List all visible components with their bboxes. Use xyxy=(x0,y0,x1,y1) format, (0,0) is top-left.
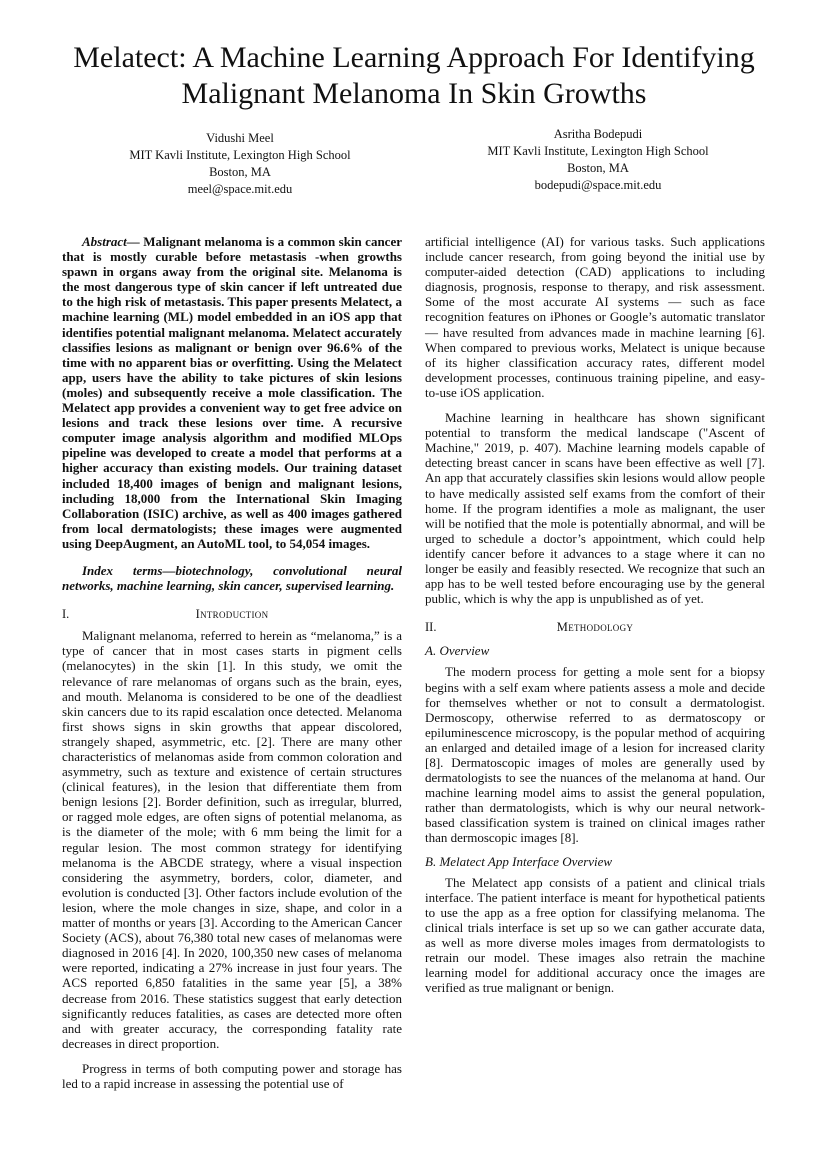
intro-paragraph-2-continued: artificial intelligence (AI) for various tasks. Such applications include cancer research, from going beyond the initial use by computer-aided detection (CAD) applications to including diagnosis, prognosis, response to therapy, and risk assessment. Some of the most accurate AI systems — such as face recognition features on iPhones or Google’s automatic translator — have resulted from advances made in machine learning [6]. When compared to previous works, Melatect is unique because of its higher classification accuracy rates, different model development processes, continuous training pipeline, and easy-to-use iOS application. xyxy=(425,234,765,400)
abstract-label: Abstract— xyxy=(82,234,140,249)
paper-title xyxy=(40,40,788,112)
section-number: II. xyxy=(425,620,437,635)
author-block-1 xyxy=(80,130,400,198)
intro-paragraph-1: Malignant melanoma, referred to herein as “melanoma,” is a type of cancer that in most cases starts in pigment cells (melanocytes) in the skin [1]. In this study, we omit the relevance of rare melanomas of organs such as the brain, eyes, and mouth. Melanoma is considered to be one of the deadliest skin cancers due to its rapid escalation once detected. Melanoma first shows signs in skin growths that appear discolored, strangely shaped, asymmetric, etc. [2]. There are many other characteristics of melanomas aside from common coloration and asymmetry, such as texture and existence of certain structures (clinical features), in the lesion that differentiate them from benign lesions [2]. Border definition, such as irregular, blurred, or ragged mole edges, are often signs of potential melanoma, as is the diameter of the mole; with 6 mm being the limit for a regular lesion. The most common strategy for identifying melanoma is the ABCDE strategy, where a visual inspection considering the asymmetry, borders, color, diameter, and evolution is conducted [3]. Other factors include evolution of the lesion, where the mole changes in size, shape, and color in a matter of months or years [3]. According to the American Cancer Society (ACS), about 76,380 total new cases of melanomas were diagnosed in 2016 [4]. In 2020, 100,350 new cases of melanoma were reported, indicating a 27% increase in just four years. The ACS reported 6,850 fatalities in the same year [5], a 38% decrease from 2016. These statistics suggest that early detection significantly reduces fatalities, as cases are detected more often and with greater accuracy, the corresponding fatality rate decreases in direct proportion. xyxy=(62,628,402,1051)
methodology-paragraph-2: The Melatect app consists of a patient and clinical trials interface. The patient interface is meant for hypothetical patients to use the app as a free option for classifying melanoma. The clinical trials interface is set up so we can gather accurate data, as well as more diverse moles images from dermatologists to retrain our model. These images also retrain the machine learning model for additional accuracy once the images are verified as true malignant or benign. xyxy=(425,874,765,996)
section-heading-introduction xyxy=(62,607,402,622)
title-line-2: Malignant Melanoma In Skin Growths xyxy=(181,77,647,110)
section-number: I. xyxy=(62,607,70,622)
section-title: Introduction xyxy=(195,607,269,622)
intro-paragraph-3: Machine learning in healthcare has shown significant potential to transform the medical landscape ("Ascent of Machine," 2019, p. 407). Machine learning models capable of detecting breast cancer in scans have been effective as well [7]. An app that accurately classifies skin lesions would allow people to have medically assisted self exams from the comfort of their home. If the program identifies a mole as malignant, the user will be notified that the mole is potentially abnormal, and will be urged to schedule a doctor’s appointment, which could help identify cancer before it advances to a stage where it can no longer be easily and feasibly resected. We recognize that such an app has to be well tested before encouraging use by the general public, which is why the app is unpublished as of yet. xyxy=(425,410,765,607)
author-block-2 xyxy=(438,126,758,194)
index-terms: Index terms—biotechnology, convolutional neural networks, machine learning, skin cancer, supervised learning. xyxy=(62,562,402,594)
author-name: Vidushi Meel xyxy=(206,131,274,145)
abstract xyxy=(62,234,402,551)
left-column xyxy=(62,234,402,1091)
section-title: Methodology xyxy=(556,620,634,635)
author-name: Asritha Bodepudi xyxy=(553,127,643,141)
author-affiliation: MIT Kavli Institute, Lexington High School xyxy=(129,148,351,162)
right-column xyxy=(425,234,765,995)
subsection-heading-app-interface: B. Melatect App Interface Overview xyxy=(425,853,613,869)
author-email: bodepudi@space.mit.edu xyxy=(534,178,662,192)
section-heading-methodology xyxy=(425,620,765,635)
methodology-paragraph-1: The modern process for getting a mole sent for a biopsy begins with a self exam where patients assess a mole and decide for themselves whether or not to consult a dermatologist. Dermoscopy, otherwise referred to as dermatoscopy or epiluminescence microscopy, is the popular method of acquiring an enlarged and detailed image of a lesion for increased clarity [8]. Dermatoscopic images of moles are generally used by dermatologists to see the nuances of the melanoma at hand. Our machine learning model aims to assist the general population, rather than dermatologists, which is why our neural network-based classification system is trained on clinical images rather than dermoscopic images [8]. xyxy=(425,664,765,846)
subsection-heading-overview: A. Overview xyxy=(425,643,490,659)
author-location: Boston, MA xyxy=(567,161,629,175)
author-email: meel@space.mit.edu xyxy=(187,182,293,196)
title-line-1: Melatect: A Machine Learning Approach For Identifying xyxy=(73,41,755,74)
author-location: Boston, MA xyxy=(209,165,271,179)
author-affiliation: MIT Kavli Institute, Lexington High School xyxy=(487,144,709,158)
intro-paragraph-2-start: Progress in terms of both computing power and storage has led to a rapid increase in assessing the potential use of xyxy=(62,1060,402,1091)
abstract-text: Malignant melanoma is a common skin cancer that is mostly curable before metastasis -when growths spawn in organs away from the original site. Melanoma is the most dangerous type of skin cancer if left untreated due to the high risk of metastasis. This paper presents Melatect, a machine learning (ML) model embedded in an iOS app that identifies potential malignant melanoma. Melatect accurately classifies lesions as malignant or benign over 96.6% of the time with no apparent bias or overfitting. Using the Melatect app, users have the ability to take pictures of skin lesions (moles) and subsequently receive a mole classification. The Melatect app provides a convenient way to get free advice on lesions and track these lesions over time. A recursive computer image analysis algorithm and modified MLOps pipeline was developed to create a model that performs at a higher accuracy than existing models. Our training dataset included 18,400 images of benign and malignant lesions, including 18,000 from the International Skin Imaging Collaboration (ISIC) archive, as well as 400 images gathered from local dermatologists; these images were augmented using DeepAugment, an AutoML tool, to 54,054 images. xyxy=(62,234,402,551)
